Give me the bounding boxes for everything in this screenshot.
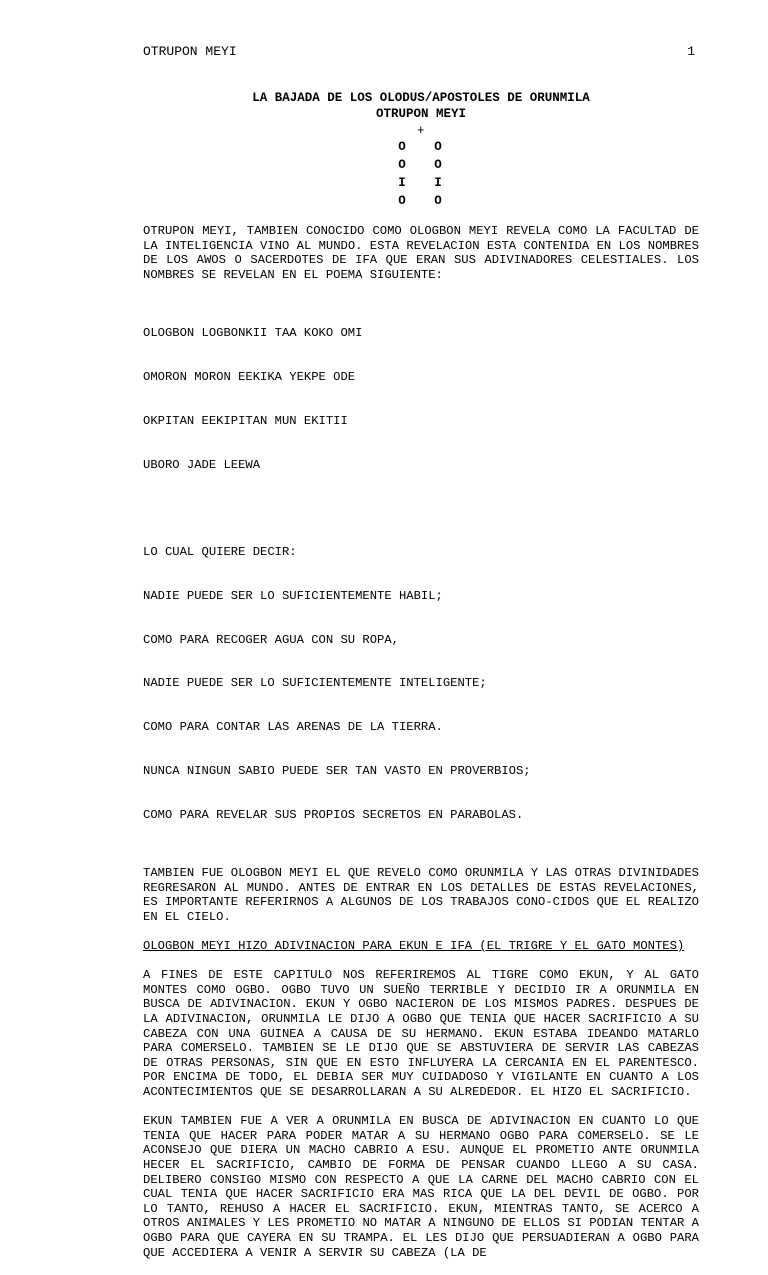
odu-mark: O [398, 158, 406, 172]
meaning-line: COMO PARA CONTAR LAS ARENAS DE LA TIERRA. [143, 720, 443, 735]
odu-mark: I [398, 176, 406, 190]
poem-line: OKPITAN EEKIPITAN MUN EKITII [143, 413, 348, 428]
odu-plus-mark: + [417, 124, 425, 138]
section-heading: OLOGBON MEYI HIZO ADIVINACION PARA EKUN E IFA (EL TRIGRE Y EL GATO MONTES) [143, 939, 685, 954]
odu-mark: O [434, 158, 442, 172]
poem-block [143, 297, 699, 501]
meaning-line: COMO PARA RECOGER AGUA CON SU ROPA, [143, 632, 399, 647]
meaning-line: NADIE PUEDE SER LO SUFICIENTEMENTE HABIL; [143, 588, 443, 603]
body-text [143, 224, 699, 1275]
paragraph-ogbo: A FINES DE ESTE CAPITULO NOS REFERIREMOS AL TIGRE COMO EKUN, Y AL GATO MONTES COMO OGBO. OGBO TUVO UN SUEÑO TERRIBLE Y DECIDIO IR A ORUNMILA EN BUSCA DE ADIVINACION. EKUN Y OGBO NACIERON DE LOS MISMOS PADRES. DESPUES DE LA ADIVINACION, ORUNMILA LE DIJO A OGBO QUE TENIA QUE HACER SACRIFICIO A SU CABEZA CON UNA GUINEA A CAUSA DE SU HERMANO. EKUN ESTABA IDEANDO MATARLO PARA COMERSELO. TAMBIEN SE LE DIJO QUE SE ABSTUVIERA DE SERVIR LAS CABEZAS DE OTRAS PERSONAS, SIN QUE EN ESTO INFLUYERA LA CERCANIA EN EL PARENTESCO. POR ENCIMA DE TODO, EL DEBIA SER MUY CUIDADOSO Y VIGILANTE EN CUANTO A LOS ACONTECIMIENTOS QUE SE DESARROLLARAN A SU ALREDEDOR. EL HIZO EL SACRIFICIO. [143, 968, 699, 1100]
poem-line: UBORO JADE LEEWA [143, 457, 261, 472]
meaning-block [143, 516, 699, 852]
title-block [143, 90, 699, 122]
odu-mark: I [434, 176, 442, 190]
meaning-line: NADIE PUEDE SER LO SUFICIENTEMENTE INTELIGENTE; [143, 676, 487, 691]
meaning-line: COMO PARA REVELAR SUS PROPIOS SECRETOS EN PARABOLAS. [143, 807, 524, 822]
poem-line: OMORON MORON EEKIKA YEKPE ODE [143, 369, 356, 384]
odu-mark: O [398, 140, 406, 154]
odu-mark: O [434, 140, 442, 154]
meaning-line: NUNCA NINGUN SABIO PUEDE SER TAN VASTO EN PROVERBIOS; [143, 763, 531, 778]
paragraph-divinities: TAMBIEN FUE OLOGBON MEYI EL QUE REVELO COMO ORUNMILA Y LAS OTRAS DIVINIDADES REGRESARON AL MUNDO. ANTES DE ENTRAR EN LOS DETALLES DE ESTAS REVELACIONES, ES IMPORTANTE REFERIRNOS A ALGUNOS DE LOS TRABAJOS CONO-CIDOS QUE EL REALIZO EN EL CIELO. [143, 866, 699, 924]
poem-line: OLOGBON LOGBONKII TAA KOKO OMI [143, 326, 363, 341]
paragraph-ekun: EKUN TAMBIEN FUE A VER A ORUNMILA EN BUSCA DE ADIVINACION EN CUANTO LO QUE TENIA QUE HACER PARA PODER MATAR A SU HERMANO OGBO PARA COMERSELO. SE LE ACONSEJO QUE DIERA UN MACHO CABRIO A ESU. AUNQUE EL PROMETIO ANTE ORUNMILA HECER EL SACRIFICIO, CAMBIO DE FORMA DE PENSAR CUANDO LLEGO A SU CASA. DELIBERO CONSIGO MISMO CON RESPECTO A QUE LA CARNE DEL MACHO CABRIO CON EL CUAL TENIA QUE HACER SACRIFICIO ERA MAS RICA QUE LA DEL DEVIL DE OGBO. POR LO TANTO, REHUSO A HACER EL SACRIFICIO. EKUN, MIENTRAS TANTO, SE ACERCO A OTROS ANIMALES Y LES PROMETIO NO MATAR A NINGUNO DE ELLOS SI PODIAN TENTAR A OGBO PARA QUE CAYERA EN SU TRAMPA. EL LES DIJO QUE PERSUADIERAN A OGBO PARA QUE ACCEDIERA A VENIR A SERVIR SU CABEZA (LA DE [143, 1114, 699, 1260]
meaning-line: LO CUAL QUIERE DECIR: [143, 545, 297, 560]
document-title: LA BAJADA DE LOS OLODUS/APOSTOLES DE ORUNMILA [252, 91, 590, 105]
odu-mark: O [398, 194, 406, 208]
odu-mark: O [434, 194, 442, 208]
document-subtitle: OTRUPON MEYI [375, 107, 466, 121]
paragraph-intro: OTRUPON MEYI, TAMBIEN CONOCIDO COMO OLOGBON MEYI REVELA COMO LA FACULTAD DE LA INTELIGENCIA VINO AL MUNDO. ESTA REVELACION ESTA CONTENIDA EN LOS NOMBRES DE LOS AWOS O SACERDOTES DE IFA QUE ERAN SUS ADIVINADORES CELESTIALES. LOS NOMBRES SE REVELAN EN EL POEMA SIGUIENTE: [143, 224, 699, 282]
page-number: 1 [687, 44, 695, 59]
running-header: OTRUPON MEYI [143, 44, 237, 59]
